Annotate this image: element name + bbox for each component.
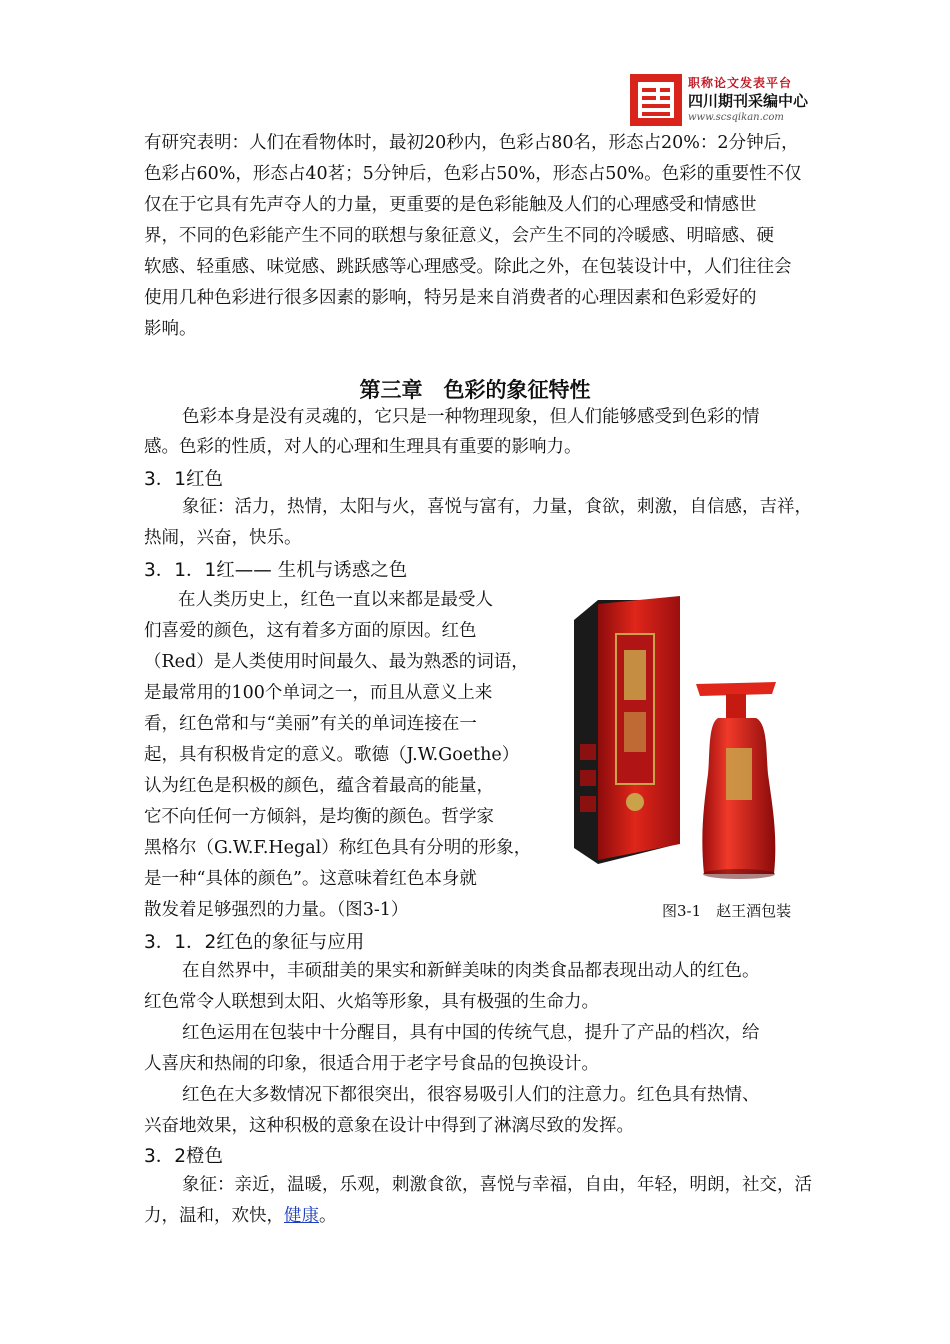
s31-line: 热闹，兴奋，快乐。 <box>144 528 302 548</box>
s32-text-end: 。 <box>319 1206 337 1226</box>
s311-line: 黑格尔（G.W.F.Hegal）称红色具有分明的形象， <box>144 838 532 858</box>
s311-line: 们喜爱的颜色，这有着多方面的原因。红色 <box>144 621 477 641</box>
logo-url: www.scsqikan.com <box>688 112 784 123</box>
liquor-package-image <box>558 594 794 884</box>
section-heading-3-1: 3．1红色 <box>144 469 224 490</box>
chapter-intro-line: 色彩本身是没有灵魂的，它只是一种物理现象，但人们能够感受到色彩的情 <box>182 407 760 427</box>
chapter-intro-line: 感。色彩的性质，对人的心理和生理具有重要的影响力。 <box>144 437 582 457</box>
s311-line: 是最常用的100个单词之一，而且从意义上来 <box>144 683 493 703</box>
intro-line: 影响。 <box>144 319 197 339</box>
health-link[interactable]: 健康 <box>284 1206 319 1226</box>
s311-line: （Red）是人类使用时间最久、最为熟悉的词语， <box>144 652 529 672</box>
s32-line-2 <box>144 1201 337 1232</box>
section-heading-3-2: 3．2橙色 <box>144 1146 224 1167</box>
s312-line: 兴奋地效果，这种积极的意象在设计中得到了淋漓尽致的发挥。 <box>144 1116 634 1136</box>
logo-slogan: 职称论文发表平台 <box>688 76 793 90</box>
s31-line: 象征：活力，热情，太阳与火，喜悦与富有，力量，食欲，刺激，自信感，吉祥， <box>182 497 812 517</box>
s311-line: 在人类历史上，红色一直以来都是最受人 <box>178 590 493 610</box>
s312-line: 人喜庆和热闹的印象，很适合用于老字号食品的包换设计。 <box>144 1054 599 1074</box>
logo-name: 四川期刊采编中心 <box>688 92 809 110</box>
intro-line: 软感、轻重感、味觉感、跳跃感等心理感受。除此之外，在包装设计中，人们往往会 <box>144 257 792 277</box>
newspaper-icon <box>630 74 682 126</box>
s312-line: 在自然界中，丰硕甜美的果实和新鲜美味的肉类食品都表现出动人的红色。 <box>182 961 760 981</box>
intro-line: 有研究表明：人们在看物体时，最初20秒内，色彩占80名，形态占20%：2分钟后， <box>144 133 799 153</box>
intro-line: 使用几种色彩进行很多因素的影响，特另是来自消费者的心理因素和色彩爱好的 <box>144 288 757 308</box>
s311-line: 看，红色常和与“美丽”有关的单词连接在一 <box>144 714 477 734</box>
s32-text: 力，温和，欢快， <box>144 1206 284 1226</box>
section-heading-3-1-1: 3．1．1红—— 生机与诱惑之色 <box>144 560 408 581</box>
publisher-logo <box>630 74 820 130</box>
s311-line: 散发着足够强烈的力量。（图3-1） <box>144 900 409 920</box>
intro-line: 界，不同的色彩能产生不同的联想与象征意义，会产生不同的冷暖感、明暗感、硬 <box>144 226 774 246</box>
s32-line: 象征：亲近，温暖，乐观，刺激食欲，喜悦与幸福，自由，年轻，明朗，社交，活 <box>182 1175 812 1195</box>
figure-caption: 图3-1 赵王酒包装 <box>662 902 792 920</box>
intro-line: 仅在于它具有先声夺人的力量，更重要的是色彩能触及人们的心理感受和情感世 <box>144 195 757 215</box>
s311-line: 它不向任何一方倾斜，是均衡的颜色。哲学家 <box>144 807 494 827</box>
section-heading-3-1-2: 3．1．2红色的象征与应用 <box>144 932 365 953</box>
s312-line: 红色运用在包装中十分醒目，具有中国的传统气息，提升了产品的档次，给 <box>182 1023 760 1043</box>
s312-line: 红色在大多数情况下都很突出，很容易吸引人们的注意力。红色具有热情、 <box>182 1085 760 1105</box>
s311-line: 是一种“具体的颜色”。这意味着红色本身就 <box>144 869 477 889</box>
intro-line: 色彩占60%，形态占40茗；5分钟后，色彩占50%，形态占50%。色彩的重要性不仅 <box>144 164 802 184</box>
s312-line: 红色常令人联想到太阳、火焰等形象，具有极强的生命力。 <box>144 992 599 1012</box>
s311-line: 认为红色是积极的颜色，蕴含着最高的能量， <box>144 776 494 796</box>
chapter-title: 第三章 色彩的象征特性 <box>359 378 591 402</box>
s311-line: 起，具有积极肯定的意义。歌德（J.W.Goethe） <box>144 745 520 765</box>
